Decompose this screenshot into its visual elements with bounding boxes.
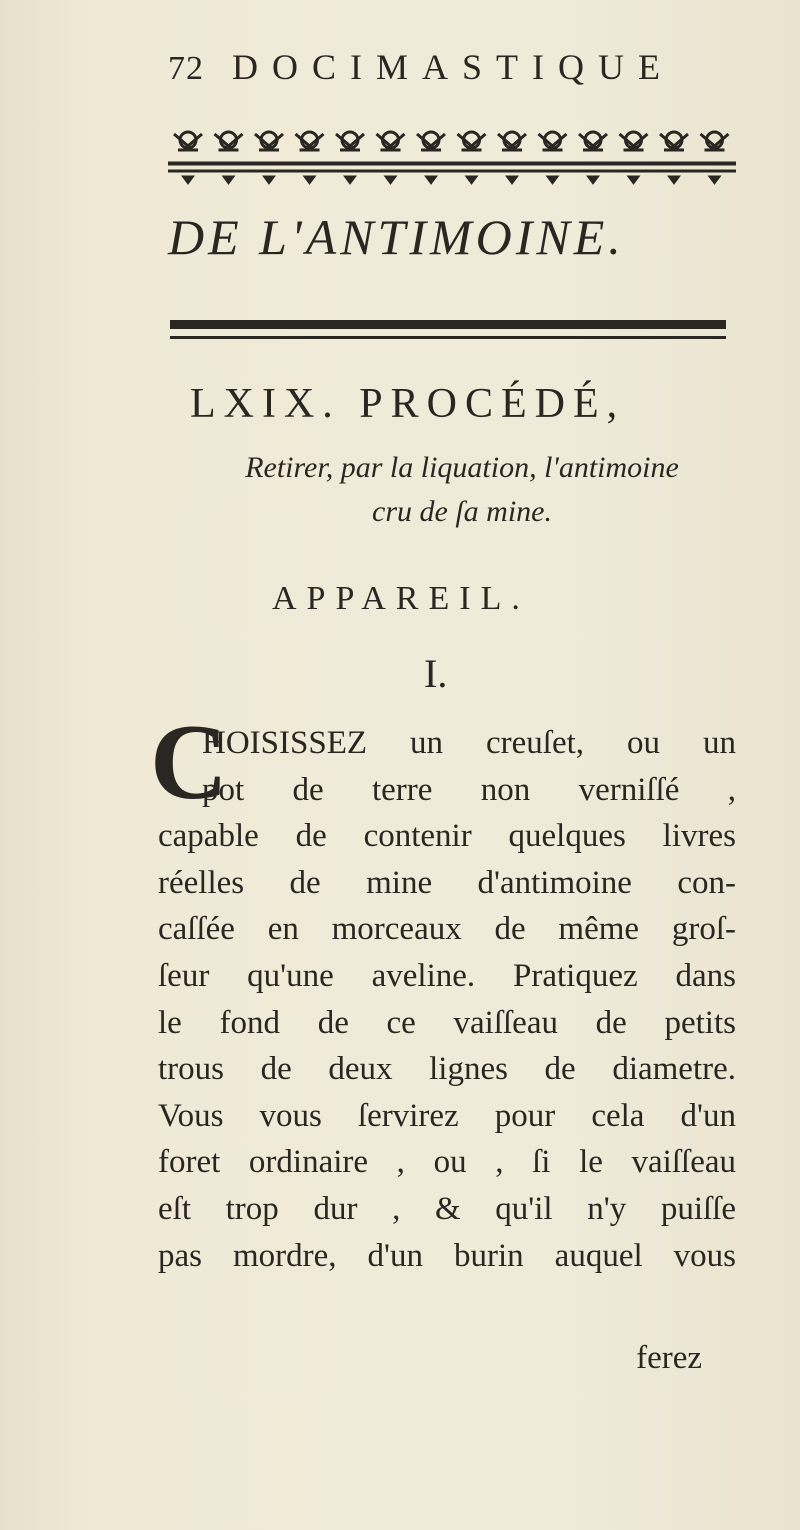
text-line: le fond de ce vaiſſeau de petits [158, 1004, 736, 1041]
text-line: trous de deux lignes de diametre. [158, 1051, 736, 1088]
body-text [158, 720, 736, 1279]
double-rule-divider [170, 318, 726, 344]
text-line: Vous vous ſervirez pour cela d'un [158, 1097, 736, 1134]
text-line: foret ordinaire , ou , ſi le vaiſſeau [158, 1144, 736, 1181]
text-line: capable de contenir quelques livres [158, 818, 736, 855]
page-header [168, 46, 748, 96]
subtitle-line: cru de ſa mine. [372, 495, 552, 528]
procedure-heading: LXIX. PROCÉDÉ, [190, 381, 626, 427]
procedure-subtitle [172, 446, 752, 534]
text-line: pot de terre non verniſſé , [202, 771, 736, 808]
section-number: I. [424, 651, 448, 696]
drop-cap: C [150, 703, 228, 822]
text-line: ſeur qu'une aveline. Pratiquez dans [158, 957, 736, 994]
subtitle-line: Retirer, par la liquation, l'antimoine [245, 451, 679, 484]
running-title: DOCIMASTIQUE [232, 47, 674, 87]
text-line: HOISISSEZ un creuſet, ou un [202, 725, 736, 761]
text-line: eſt trop dur , & qu'il n'y puiſſe [158, 1190, 736, 1227]
fleuron-ornament-icon [168, 124, 736, 192]
page-number: 72 [168, 50, 204, 87]
section-title: DE L'ANTIMOINE. [168, 209, 625, 265]
text-line: caſſée en morceaux de même groſ- [158, 911, 736, 948]
appareil-heading: APPAREIL. [272, 580, 530, 617]
catchword: ferez [636, 1340, 702, 1376]
text-line: pas mordre, d'un burin auquel vous [158, 1237, 736, 1274]
text-line: réelles de mine d'antimoine con- [158, 864, 736, 901]
